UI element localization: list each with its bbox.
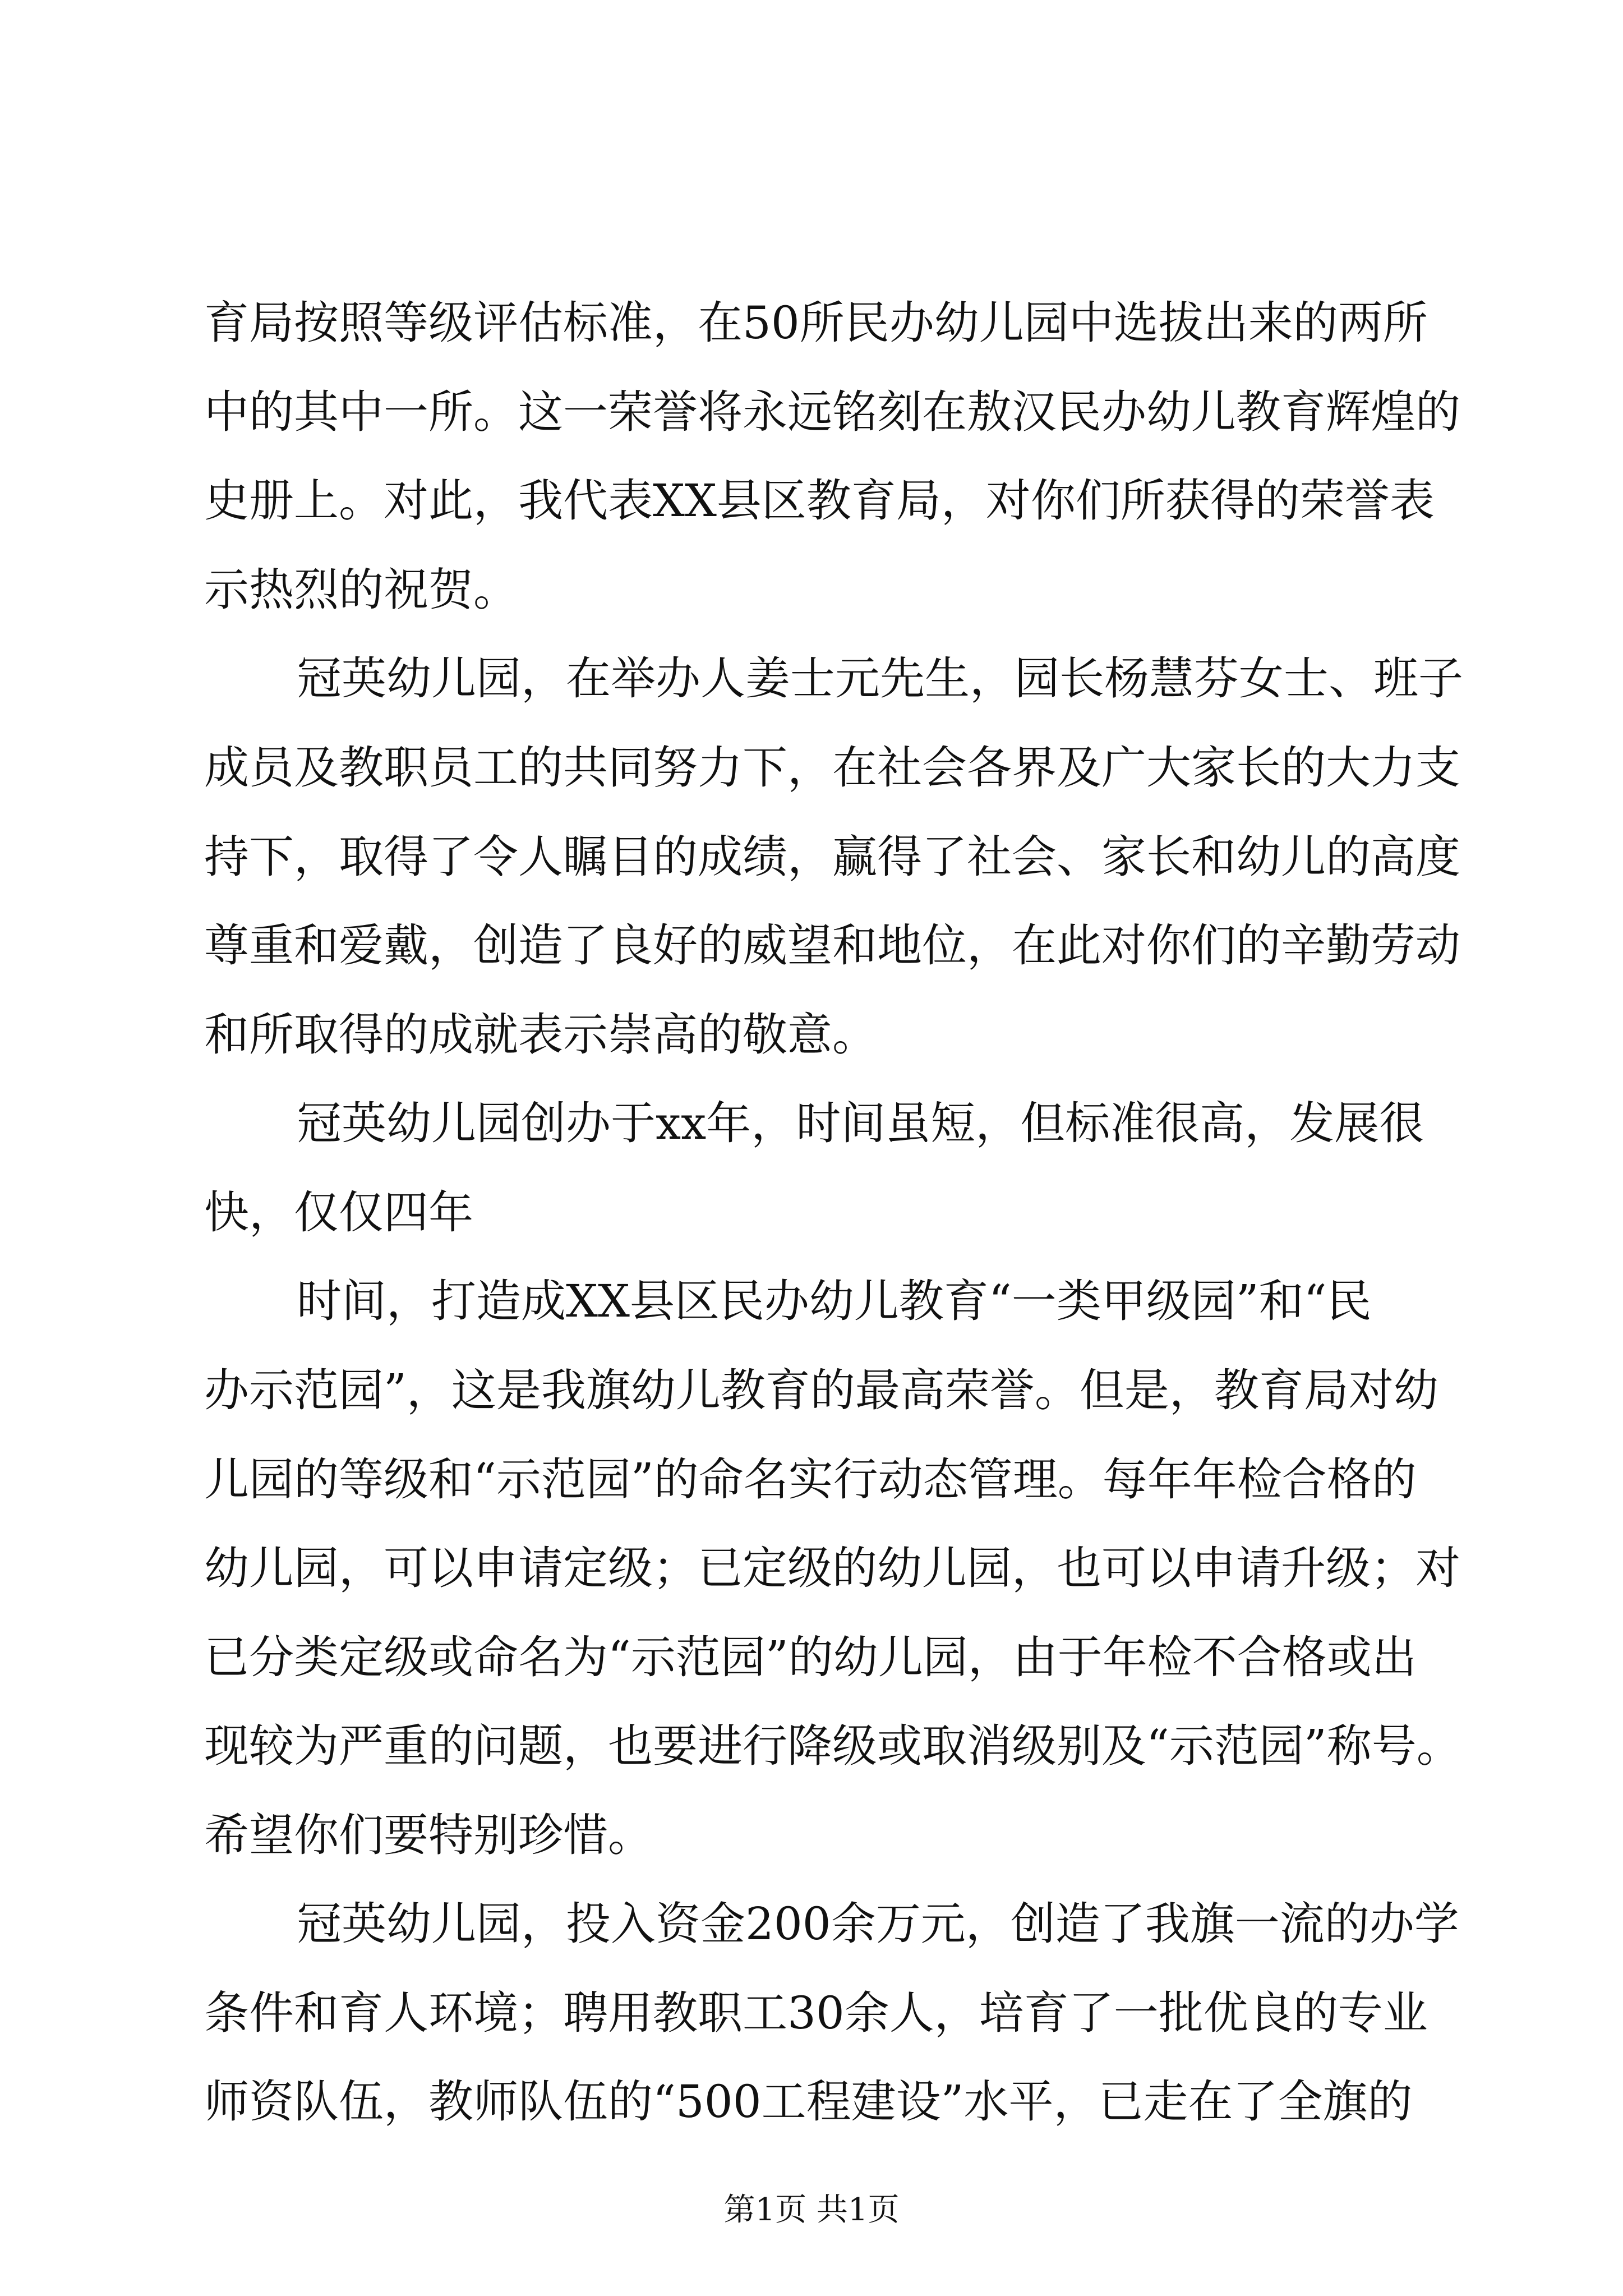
text-line: 幼儿园，可以申请定级；已定级的幼儿园，也可以申请升级；对 [204, 1542, 1460, 1594]
page-number-footer: 第1页 共1页 [723, 2192, 900, 2228]
text-line: 希望你们要特别珍惜。 [204, 1809, 653, 1861]
text-line: 时间，打造成XX县区民办幼儿教育“一类甲级园”和“民 [297, 1275, 1372, 1327]
text-line: 条件和育人环境；聘用教职工30余人，培育了一批优良的专业 [204, 1987, 1428, 2039]
text-line: 中的其中一所。这一荣誉将永远铭刻在敖汉民办幼儿教育辉煌的 [204, 386, 1460, 438]
text-line: 尊重和爱戴，创造了良好的威望和地位，在此对你们的辛勤劳动 [204, 919, 1460, 972]
text-line: 儿园的等级和“示范园”的命名实行动态管理。每年年检合格的 [204, 1453, 1417, 1506]
text-line: 冠英幼儿园创办于xx年，时间虽短，但标准很高，发展很 [297, 1097, 1424, 1149]
text-line: 持下，取得了令人瞩目的成绩，赢得了社会、家长和幼儿的高度 [204, 831, 1460, 883]
text-line: 冠英幼儿园，在举办人姜士元先生，园长杨慧芬女士、班子 [297, 652, 1463, 705]
text-line: 办示范园”，这是我旗幼儿教育的最高荣誉。但是，教育局对幼 [204, 1364, 1438, 1416]
text-line: 示热烈的祝贺。 [204, 564, 518, 616]
text-line: 冠英幼儿园，投入资金200余万元，创造了我旗一流的办学 [297, 1898, 1459, 1950]
text-line: 史册上。对此，我代表XX县区教育局，对你们所获得的荣誉表 [204, 475, 1435, 527]
text-line: 快，仅仅四年 [204, 1186, 473, 1239]
text-line: 育局按照等级评估标准，在50所民办幼儿园中选拔出来的两所 [204, 297, 1428, 349]
text-line: 已分类定级或命名为“示范园”的幼儿园，由于年检不合格或出 [204, 1631, 1417, 1683]
text-line: 成员及教职员工的共同努力下，在社会各界及广大家长的大力支 [204, 742, 1460, 794]
text-line: 现较为严重的问题，也要进行降级或取消级别及“示范园”称号。 [204, 1720, 1461, 1772]
text-line: 和所取得的成就表示崇高的敬意。 [204, 1009, 877, 1061]
text-line: 师资队伍，教师队伍的“500工程建设”水平，已走在了全旗的 [204, 2076, 1413, 2128]
